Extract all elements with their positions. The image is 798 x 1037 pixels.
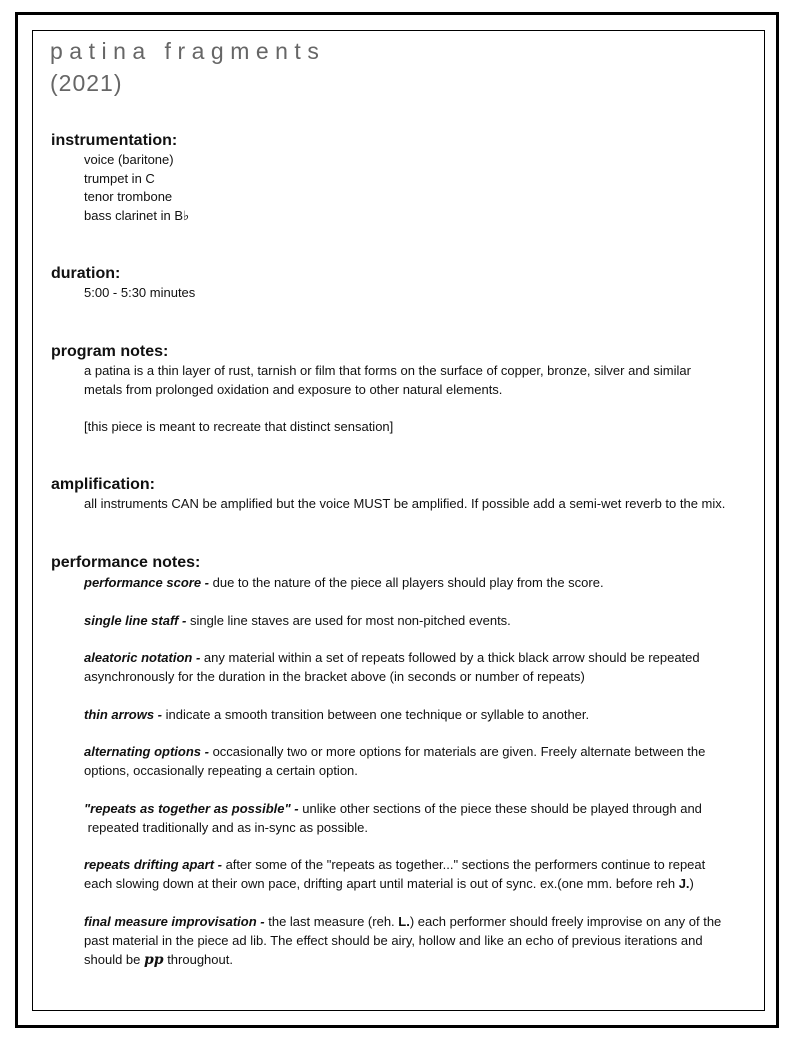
instrumentation-heading: instrumentation: xyxy=(51,132,178,149)
note-item: aleatoric notation - any material within a set of repeats followed by a thick black arrow should be repeated xyxy=(84,650,700,665)
note-item: "repeats as together as possible" - unlike other sections of the piece these should be played through and xyxy=(84,800,702,816)
note-item: final measure improvisation - the last measure (reh. L.) each performer should freely improvise on any of the xyxy=(84,913,722,929)
note-line: should be pp throughout. xyxy=(84,951,233,968)
note-item: repeats drifting apart - after some of the "repeats as together..." sections the performers continue to repeat xyxy=(84,857,706,872)
note-term: final measure improvisation - xyxy=(84,913,265,929)
note-term: aleatoric notation - xyxy=(84,650,201,665)
instrument-list xyxy=(51,151,189,225)
note-term: repeats drifting apart - xyxy=(84,857,222,872)
program-notes-line: a patina is a thin layer of rust, tarnish or film that forms on the surface of copper, bronze, silver and similar xyxy=(84,363,691,378)
program-notes-heading: program notes: xyxy=(51,343,169,360)
amplification-heading: amplification: xyxy=(51,476,156,493)
duration-section xyxy=(51,264,195,303)
instrumentation-section xyxy=(51,131,189,225)
page-title: patina fragments xyxy=(50,38,326,64)
dynamic-marking: pp xyxy=(144,951,164,968)
note-term: single line staff - xyxy=(84,612,187,628)
duration-heading: duration: xyxy=(51,265,121,282)
note-term: thin arrows - xyxy=(84,706,163,722)
duration-value: 5:00 - 5:30 minutes xyxy=(84,285,196,300)
instrument-item: tenor trombone xyxy=(84,189,173,204)
note-line: each slowing down at their own pace, drifting apart until material is out of sync. ex.(one mm. before reh J.) xyxy=(84,876,694,891)
instrument-item: trumpet in C xyxy=(84,170,155,186)
note-item: thin arrows - indicate a smooth transition between one technique or syllable to another. xyxy=(84,706,590,722)
note-item: performance score - due to the nature of the piece all players should play from the score. xyxy=(84,575,604,590)
note-line: repeated traditionally and as in-sync as possible. xyxy=(84,819,368,835)
composition-year: (2021) xyxy=(50,70,123,96)
note-line: asynchronously for the duration in the bracket above (in seconds or number of repeats) xyxy=(84,669,585,684)
performance-notes-heading: performance notes: xyxy=(51,554,201,571)
amplification-text: all instruments CAN be amplified but the voice MUST be amplified. If possible add a semi-wet reverb to the mix. xyxy=(84,496,726,511)
amplification-section xyxy=(51,475,725,514)
note-term: alternating options - xyxy=(84,744,209,759)
note-item: single line staff - single line staves are used for most non-pitched events. xyxy=(84,612,511,628)
instrument-item: bass clarinet in B♭ xyxy=(84,207,190,223)
note-line: past material in the piece ad lib. The effect should be airy, hollow and like an echo of previous iterations and xyxy=(84,932,703,948)
instrument-item: voice (baritone) xyxy=(84,152,174,167)
note-line: options, occasionally repeating a certain option. xyxy=(84,763,358,778)
program-notes-line: [this piece is meant to recreate that distinct sensation] xyxy=(84,418,394,434)
performance-notes-section xyxy=(51,553,721,970)
note-term: performance score - xyxy=(84,575,209,590)
note-term: "repeats as together as possible" - xyxy=(84,800,299,816)
program-notes-section xyxy=(51,342,691,436)
program-notes-line: metals from prolonged oxidation and exposure to other natural elements. xyxy=(84,381,503,397)
note-item: alternating options - occasionally two or more options for materials are given. Freely alternate between the xyxy=(84,744,706,759)
